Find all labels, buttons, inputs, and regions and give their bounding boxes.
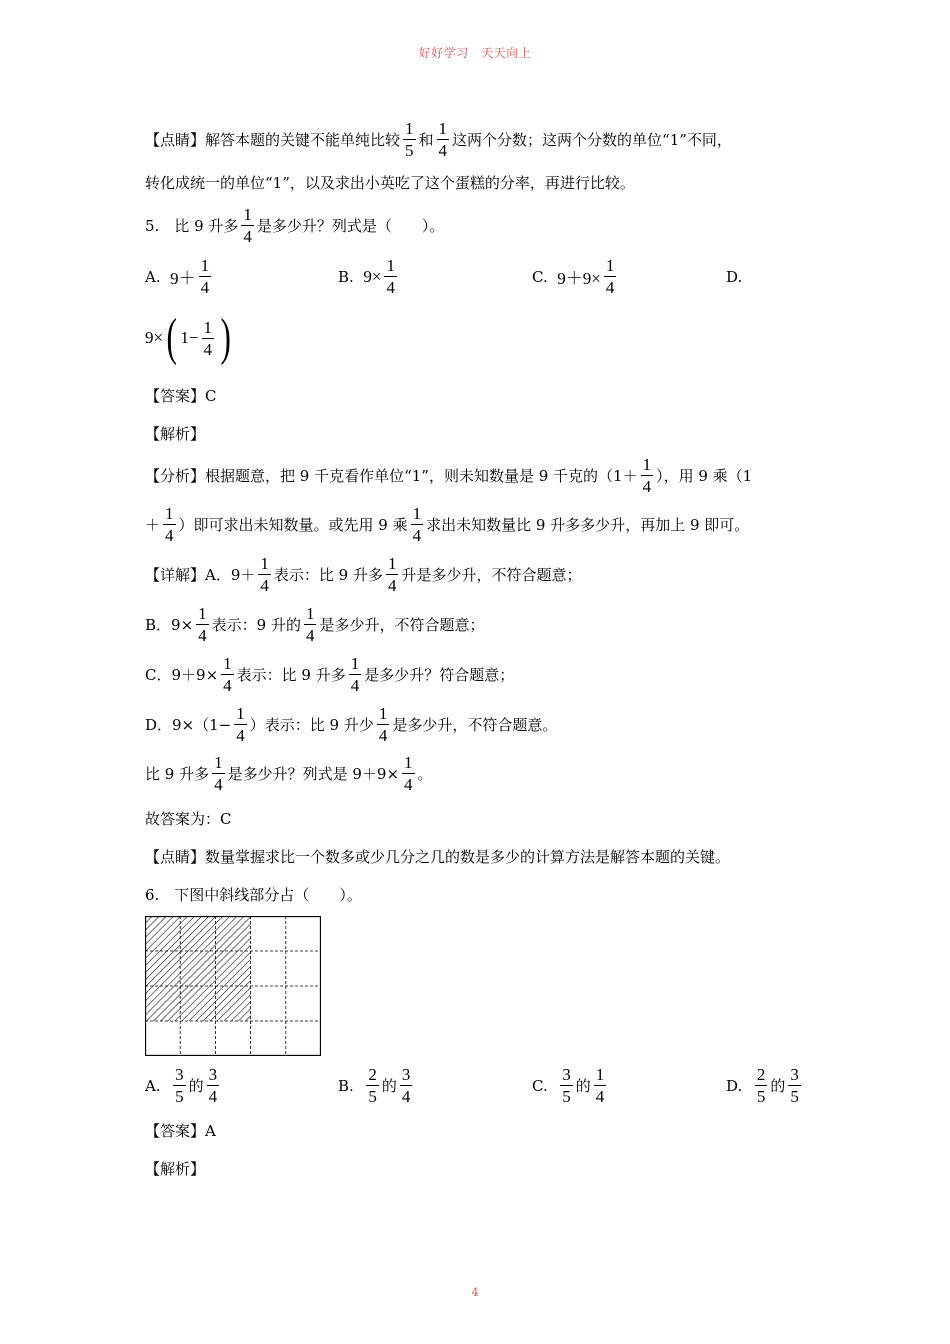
q6-option-a-frac1: $\frac{3}{5}$ (175, 1065, 184, 1106)
shaded-cell (145, 986, 180, 1021)
q6-option-b (338, 1066, 415, 1105)
q5-option-c-expr: 9＋9× (557, 269, 601, 288)
q5-c-a: C．9＋9× (145, 666, 219, 684)
q5-d-c: 是多少升，不符合题意。 (392, 716, 558, 734)
q6-option-b-frac1: $\frac{2}{5}$ (368, 1065, 377, 1106)
q6-option-b-frac2: $\frac{3}{4}$ (401, 1065, 411, 1106)
shaded-cell (145, 951, 180, 986)
q6-option-a-label: A. (145, 1076, 161, 1095)
q5-xj-a: 【详解】A．9＋ (145, 566, 256, 584)
q6-option-b-label: B. (338, 1076, 354, 1095)
q5-stem-a: 5. 比 9 升多 (145, 217, 239, 235)
q5-option-c-fraction: $\frac{1}{4}$ (605, 256, 615, 297)
q5-xj-b: 表示：比 9 升多 (273, 566, 383, 584)
shaded-cell (145, 916, 180, 951)
q5-detail-a (145, 555, 582, 594)
q6-option-d-frac2: $\frac{3}{5}$ (790, 1065, 799, 1106)
q5-b-c: 是多少升，不符合题意； (319, 616, 485, 634)
left-paren: ( (166, 309, 177, 366)
q6-option-a (145, 1066, 222, 1105)
q5-fenxi2-fraction-2: $\frac{1}{4}$ (412, 504, 422, 545)
shaded-cell (215, 951, 250, 986)
q5-option-a (145, 257, 214, 296)
q5-option-d-fraction: $\frac{1}{4}$ (203, 317, 213, 359)
q5-tip: 【点睛】数量掌握求比一个数多或少几分之几的数是多少的计算方法是解答本题的关键。 (145, 848, 731, 866)
q5-fenxi-b: ），用 9 乘（1 (656, 467, 753, 485)
q6-option-a-frac2: $\frac{3}{4}$ (208, 1065, 218, 1106)
q5-option-a-fraction: $\frac{1}{4}$ (200, 256, 210, 297)
shaded-cell (180, 986, 215, 1021)
q6-stem: 6. 下图中斜线部分占（ ）。 (145, 886, 362, 904)
q5-stem-b: 是多少升？列式是（ ）。 (256, 217, 445, 235)
q5-option-a-label: A. (145, 267, 161, 286)
q5-fenxi-fraction: $\frac{1}{4}$ (642, 455, 652, 496)
q6-option-d-mid: 的 (770, 1077, 786, 1095)
q5-concl-a: 比 9 升多 (145, 765, 210, 783)
page-header: 好好学习 天天向上 (418, 46, 532, 60)
q5-b-a: B．9× (145, 616, 194, 634)
q5-option-b (338, 257, 400, 296)
q5-stem (145, 206, 444, 245)
q5-option-d-times: 9× (145, 328, 164, 347)
q5-concl-b: 是多少升？列式是 9＋9× (227, 765, 400, 783)
q5-final-answer: 故答案为：C (145, 810, 232, 828)
q5-concl-c: 。 (417, 765, 433, 783)
q5-option-d-label: D. (726, 268, 743, 286)
q6-option-c-label: C. (532, 1076, 548, 1095)
shaded-cell (215, 986, 250, 1021)
q6-option-c-frac2: $\frac{1}{4}$ (595, 1065, 605, 1106)
q5-xj-fraction-1: $\frac{1}{4}$ (260, 554, 269, 595)
q5-stem-fraction: $\frac{1}{4}$ (243, 205, 252, 246)
q5-b-b: 表示：9 升的 (211, 616, 301, 634)
q6-option-d (726, 1066, 804, 1105)
q5-fenxi2-c: 求出未知数量比 9 升多多少升，再加上 9 即可。 (426, 516, 750, 534)
q5-jiexi: 【解析】 (145, 425, 206, 443)
tip1-line1 (145, 120, 732, 159)
q5-option-d-inner: 1− (180, 328, 199, 347)
q5-fenxi2-fraction-1: $\frac{1}{4}$ (165, 504, 174, 545)
q5-option-d-expr (145, 309, 234, 366)
q5-option-c-label: C. (532, 267, 548, 286)
q5-concl-fraction-1: $\frac{1}{4}$ (214, 753, 223, 794)
q6-option-d-frac1: $\frac{2}{5}$ (756, 1065, 766, 1106)
q5-concl-fraction-2: $\frac{1}{4}$ (404, 753, 413, 794)
q5-d-b: ）表示：比 9 升少 (249, 716, 374, 734)
q5-detail-c (145, 655, 514, 694)
q5-xj-c: 升是多少升，不符合题意； (401, 566, 582, 584)
tip1-text-a: 【点睛】解答本题的关键不能单纯比较 (145, 131, 401, 149)
q6-jiexi: 【解析】 (145, 1160, 206, 1178)
q5-d-fraction-1: $\frac{1}{4}$ (236, 704, 245, 745)
q5-fenxi-a: 【分析】根据题意，把 9 千克看作单位“1”，则未知数量是 9 千克的（1＋ (145, 467, 638, 485)
q5-d-fraction-2: $\frac{1}{4}$ (378, 704, 388, 745)
q5-b-fraction-2: $\frac{1}{4}$ (305, 604, 315, 645)
q5-fenxi-line1 (145, 456, 752, 495)
q6-grid-svg (145, 916, 321, 1056)
q5-fenxi2-a: ＋ (145, 516, 161, 534)
q5-option-b-fraction: $\frac{1}{4}$ (386, 256, 395, 297)
right-paren: ) (220, 309, 231, 366)
q5-xj-fraction-2: $\frac{1}{4}$ (387, 554, 397, 595)
q6-answer: 【答案】A (145, 1122, 216, 1140)
q5-detail-b (145, 605, 484, 644)
q5-answer: 【答案】C (145, 387, 217, 405)
q5-c-c: 是多少升？符合题意； (364, 666, 515, 684)
q5-option-c (532, 257, 619, 296)
q5-option-a-expr: 9＋ (170, 269, 196, 288)
q5-c-b: 表示：比 9 升多 (236, 666, 346, 684)
q6-option-c (532, 1066, 609, 1105)
q5-option-b-expr: 9× (363, 266, 382, 286)
q5-fenxi-line2 (145, 505, 749, 544)
q5-conclusion (145, 754, 433, 793)
q6-grid-figure (145, 916, 321, 1060)
q5-c-fraction-2: $\frac{1}{4}$ (350, 654, 360, 695)
shaded-cell (180, 916, 215, 951)
tip1-text-c: 这两个分数；这两个分数的单位“1”不同， (452, 131, 732, 149)
q5-b-fraction-1: $\frac{1}{4}$ (198, 604, 207, 645)
tip1-text-b: 和 (418, 131, 434, 149)
q6-option-b-mid: 的 (381, 1077, 397, 1095)
fraction-one-fifth: $\frac{1}{5}$ (405, 119, 414, 160)
q5-fenxi2-b: ）即可求出未知数量。或先用 9 乘 (178, 516, 408, 534)
q6-option-d-label: D. (726, 1076, 743, 1095)
q6-option-c-frac1: $\frac{3}{5}$ (562, 1065, 571, 1106)
q6-option-a-mid: 的 (188, 1077, 204, 1095)
shaded-cell (215, 916, 250, 951)
fraction-one-fourth: $\frac{1}{4}$ (438, 119, 448, 160)
q5-c-fraction-1: $\frac{1}{4}$ (223, 654, 232, 695)
tip1-line2: 转化成统一的单位“1”，以及求出小英吃了这个蛋糕的分率，再进行比较。 (145, 174, 635, 192)
shaded-cell (180, 951, 215, 986)
q5-option-b-label: B. (338, 267, 354, 286)
page-number: 4 (471, 1286, 479, 1299)
q5-d-a: D．9×（1− (145, 716, 232, 734)
q5-detail-d (145, 705, 557, 744)
q6-option-c-mid: 的 (575, 1077, 591, 1095)
